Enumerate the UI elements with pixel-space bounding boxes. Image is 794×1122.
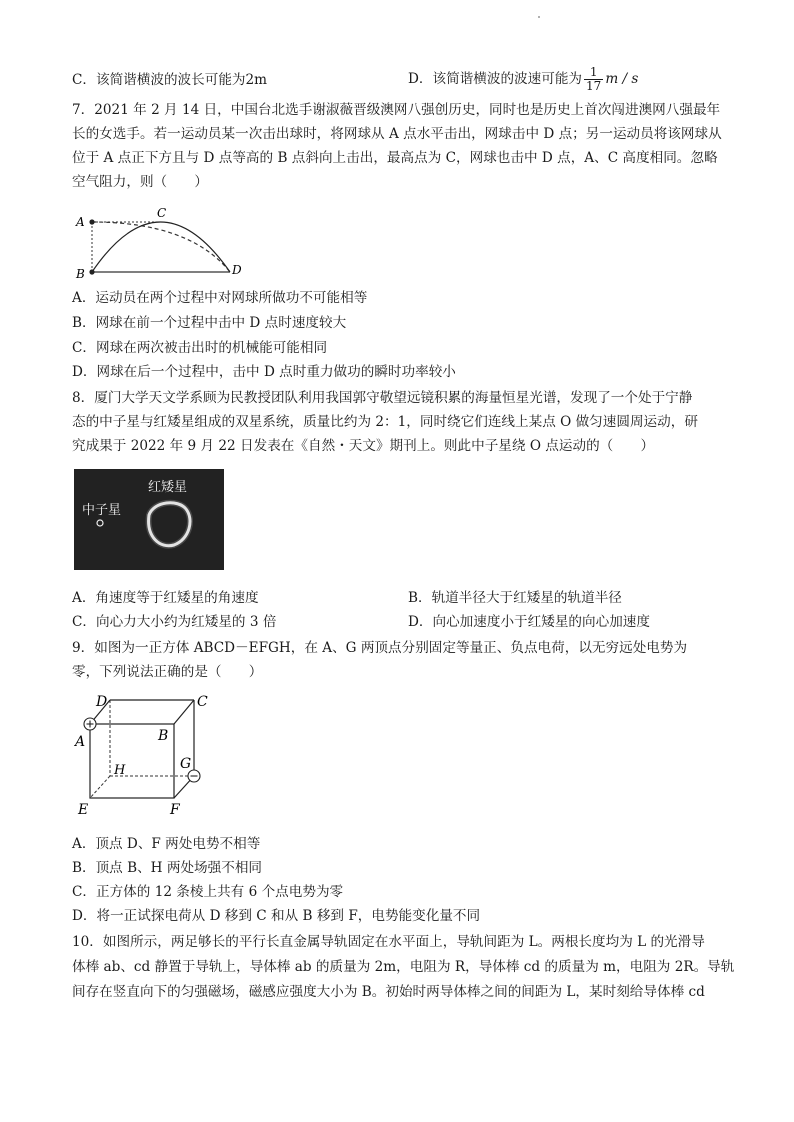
q7-option-d: D．网球在后一个过程中，击中 D 点时重力做功的瞬时功率较小 [72, 364, 456, 380]
q7-point-a-dot [89, 219, 94, 224]
q7-point-b-dot [89, 269, 94, 274]
q7-trajectory-diagram [70, 200, 250, 282]
cube-label-e: E [78, 802, 89, 818]
q7-option-b: B．网球在前一个过程中击中 D 点时速度较大 [72, 315, 347, 331]
q8-option-a: A．角速度等于红矮星的角速度 [72, 590, 259, 606]
q7-label-a: A [76, 215, 85, 229]
photo-graphics [74, 469, 224, 570]
q7-oblique-throw-path [92, 222, 230, 272]
q8-line-1: 8．厦门大学天文学系顾为民教授团队利用我国郭守敬望远镜积累的海量恒星光谱，发现了一个处于宁静 [72, 390, 693, 406]
q8-line-2: 态的中子星与红矮星组成的双星系统，质量比约为 2：1，同时绕它们连线上某点 O 做匀速圆周运动，研 [72, 414, 698, 430]
cube-label-g: G [180, 756, 192, 772]
q9-line-2: 零，下列说法正确的是（ ） [72, 664, 263, 680]
q6-option-d-text: D．该简谐横波的波速可能为 [408, 71, 583, 87]
q7-line-2: 长的女选手。若一运动员某一次击出球时，将网球从 A 点水平击出，网球击中 D 点；另一运动员将该网球从 [72, 126, 722, 142]
q9-option-a: A．顶点 D、F 两处电势不相等 [72, 836, 261, 852]
q6-option-d [408, 66, 638, 93]
q6-option-c: C．该简谐横波的波长可能为2m [72, 72, 268, 88]
q7-line-1: 7．2021 年 2 月 14 日，中国台北选手谢淑薇晋级澳网八强创历史，同时也是历史上首次闯进澳网八强最年 [72, 102, 721, 118]
red-dwarf-glow-icon [149, 503, 190, 546]
q10-line-1: 10．如图所示，两足够长的平行长直金属导轨固定在水平面上，导轨间距为 L。两根长度均为 L 的光滑导 [72, 934, 705, 950]
q8-option-b: B．轨道半径大于红矮星的轨道半径 [408, 590, 622, 606]
binary-star-photo [74, 469, 224, 570]
q6-unit: m / s [605, 71, 639, 87]
cube-label-b: B [158, 728, 169, 744]
q8-option-d: D．向心加速度小于红矮星的向心加速度 [408, 614, 650, 630]
q9-option-c: C．正方体的 12 条棱上共有 6 个点电势为零 [72, 884, 344, 900]
q6-fraction [584, 66, 603, 93]
q9-cube-diagram [70, 688, 220, 822]
q7-option-c: C．网球在两次被击出时的机械能可能相同 [72, 340, 328, 356]
cube-label-d: D [96, 694, 108, 710]
q10-line-2: 体棒 ab、cd 静置于导轨上，导体棒 ab 的质量为 2m，电阻为 R，导体棒 cd 的质量为 m，电阻为 2R。导轨 [72, 959, 735, 975]
cube-label-c: C [197, 694, 208, 710]
q6-fraction-denominator: 17 [586, 79, 602, 93]
q9-line-1: 9．如图为一正方体 ABCD－EFGH，在 A、G 两顶点分别固定等量正、负点电荷，以无穷远处电势为 [72, 640, 688, 656]
q7-line-4: 空气阻力，则（ ） [72, 174, 208, 190]
cube-edge-he [90, 776, 110, 798]
page-dot [538, 16, 540, 18]
photo-label-neutron-star: 中子星 [82, 503, 122, 518]
cube-label-h: H [114, 763, 126, 778]
q8-line-3: 究成果于 2022 年 9 月 22 日发表在《自然・天文》期刊上。则此中子星绕 O 点运动的（ ） [72, 438, 655, 454]
q7-label-c: C [157, 206, 167, 220]
q8-option-c: C．向心力大小约为红矮星的 3 倍 [72, 614, 277, 630]
q9-option-b: B．顶点 B、H 两处场强不相同 [72, 860, 263, 876]
q10-line-3: 间存在竖直向下的匀强磁场，磁感应强度大小为 B。初始时两导体棒之间的间距为 L，某时刻给导体棒 cd [72, 984, 705, 1000]
neutron-star-icon [97, 520, 103, 526]
cube-label-a: A [75, 734, 86, 750]
cube-label-f: F [170, 802, 180, 818]
q7-label-d: D [232, 263, 242, 277]
q7-line-3: 位于 A 点正下方且与 D 点等高的 B 点斜向上击出，最高点为 C，网球也击中 D 点，A、C 高度相同。忽略 [72, 150, 718, 166]
q6-fraction-numerator: 1 [584, 66, 603, 80]
q7-option-a: A．运动员在两个过程中对网球所做功不可能相等 [72, 290, 368, 306]
cube-edge-cb [174, 700, 194, 724]
q9-option-d: D．将一正试探电荷从 D 移到 C 和从 B 移到 F，电势能变化量不同 [72, 908, 481, 924]
photo-label-red-dwarf: 红矮星 [148, 480, 188, 495]
q7-label-b: B [76, 267, 85, 281]
